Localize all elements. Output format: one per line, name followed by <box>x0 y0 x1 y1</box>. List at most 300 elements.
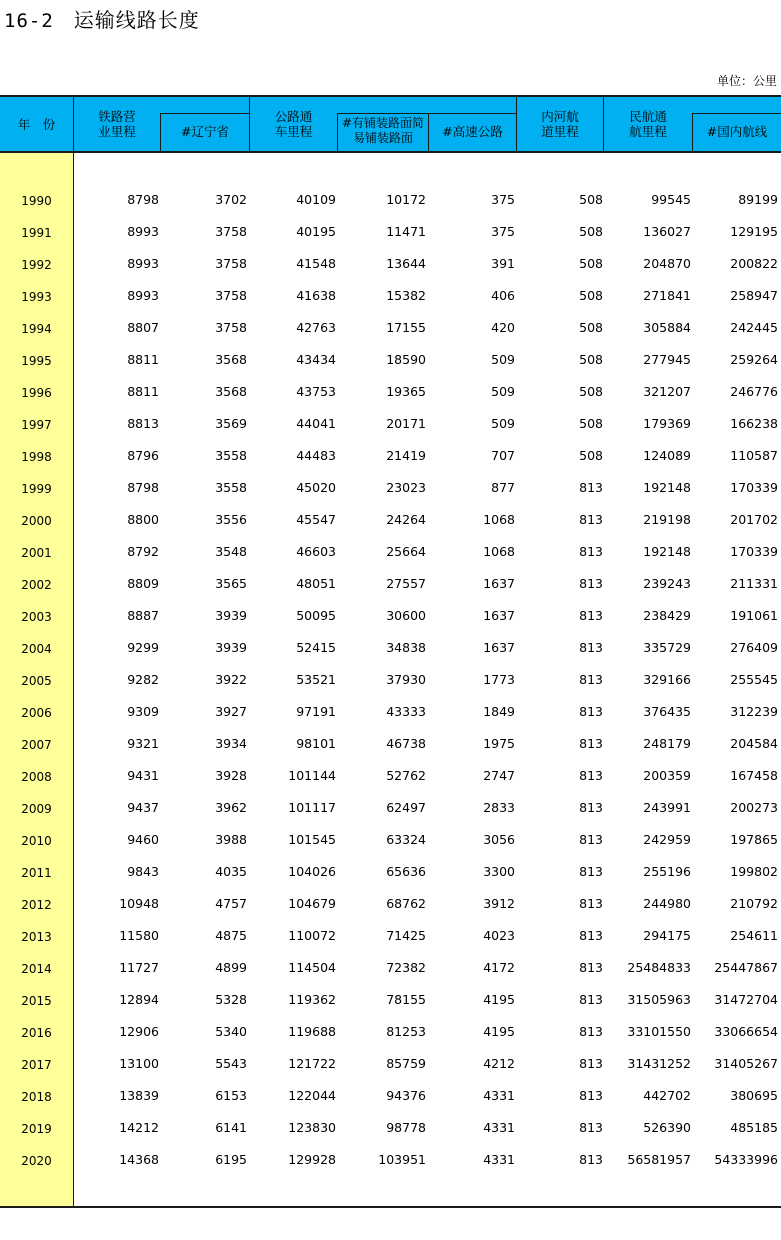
inland-water-cell: 813 <box>579 1056 603 1071</box>
rail-cell: 14368 <box>119 1152 159 1167</box>
table-row <box>0 1016 781 1048</box>
road-paved-cell: 21419 <box>386 448 426 463</box>
table-row <box>0 312 781 344</box>
rail-liaoning-cell: 3927 <box>215 704 247 719</box>
aviation-domestic-cell: 204584 <box>730 736 778 751</box>
civil-aviation-cell: 136027 <box>643 224 691 239</box>
rail-liaoning-cell: 3548 <box>215 544 247 559</box>
rail-liaoning-cell: 3558 <box>215 448 247 463</box>
year-cell: 2005 <box>21 674 52 688</box>
inland-water-cell: 813 <box>579 1120 603 1135</box>
aviation-domestic-cell: 242445 <box>730 320 778 335</box>
inland-water-cell: 813 <box>579 1088 603 1103</box>
table-row <box>0 824 781 856</box>
table-row <box>0 440 781 472</box>
road-cell: 43753 <box>296 384 336 399</box>
expressway-cell: 391 <box>491 256 515 271</box>
rail-liaoning-cell: 3934 <box>215 736 247 751</box>
year-cell: 2015 <box>21 994 52 1008</box>
road-cell: 42763 <box>296 320 336 335</box>
rail-cell: 9437 <box>127 800 159 815</box>
header-inland-water: 内河航 道里程 <box>541 109 579 139</box>
rail-liaoning-cell: 3962 <box>215 800 247 815</box>
aviation-domestic-cell: 129195 <box>730 224 778 239</box>
table-row <box>0 408 781 440</box>
road-paved-cell: 78155 <box>386 992 426 1007</box>
civil-aviation-cell: 31431252 <box>627 1056 691 1071</box>
road-paved-cell: 27557 <box>386 576 426 591</box>
rail-liaoning-cell: 3758 <box>215 320 247 335</box>
rail-cell: 8798 <box>127 192 159 207</box>
rail-cell: 8993 <box>127 288 159 303</box>
expressway-cell: 1068 <box>483 512 515 527</box>
road-cell: 121722 <box>288 1056 336 1071</box>
road-cell: 98101 <box>296 736 336 751</box>
expressway-cell: 3056 <box>483 832 515 847</box>
inland-water-cell: 813 <box>579 608 603 623</box>
road-paved-cell: 71425 <box>386 928 426 943</box>
rail-cell: 8813 <box>127 416 159 431</box>
header-year: 年 份 <box>17 117 56 132</box>
expressway-cell: 1637 <box>483 640 515 655</box>
road-paved-cell: 81253 <box>386 1024 426 1039</box>
civil-aviation-cell: 271841 <box>643 288 691 303</box>
table-row <box>0 568 781 600</box>
aviation-domestic-cell: 110587 <box>730 448 778 463</box>
table-row <box>0 184 781 216</box>
expressway-cell: 4195 <box>483 1024 515 1039</box>
road-cell: 123830 <box>288 1120 336 1135</box>
road-cell: 97191 <box>296 704 336 719</box>
civil-aviation-cell: 329166 <box>643 672 691 687</box>
road-cell: 122044 <box>288 1088 336 1103</box>
rail-cell: 8800 <box>127 512 159 527</box>
table-row <box>0 376 781 408</box>
aviation-domestic-cell: 89199 <box>738 192 778 207</box>
rail-liaoning-cell: 5328 <box>215 992 247 1007</box>
year-cell: 2017 <box>21 1058 52 1072</box>
rail-liaoning-cell: 3988 <box>215 832 247 847</box>
rail-liaoning-cell: 3556 <box>215 512 247 527</box>
table-row <box>0 920 781 952</box>
expressway-cell: 509 <box>491 384 515 399</box>
rail-cell: 8811 <box>127 384 159 399</box>
table-row <box>0 504 781 536</box>
inland-water-cell: 813 <box>579 928 603 943</box>
road-paved-cell: 34838 <box>386 640 426 655</box>
year-cell: 1999 <box>21 482 52 496</box>
road-paved-cell: 19365 <box>386 384 426 399</box>
inland-water-cell: 508 <box>579 224 603 239</box>
civil-aviation-cell: 376435 <box>643 704 691 719</box>
rail-cell: 8796 <box>127 448 159 463</box>
inland-water-cell: 813 <box>579 576 603 591</box>
year-cell: 2000 <box>21 514 52 528</box>
year-cell: 1997 <box>21 418 52 432</box>
rail-cell: 8807 <box>127 320 159 335</box>
inland-water-cell: 813 <box>579 544 603 559</box>
rail-cell: 13839 <box>119 1088 159 1103</box>
table-row <box>0 792 781 824</box>
rail-liaoning-cell: 3569 <box>215 416 247 431</box>
civil-aviation-cell: 255196 <box>643 864 691 879</box>
road-paved-cell: 43333 <box>386 704 426 719</box>
year-cell: 2020 <box>21 1154 52 1168</box>
expressway-cell: 4212 <box>483 1056 515 1071</box>
road-cell: 53521 <box>296 672 336 687</box>
header-subdivider <box>160 113 249 114</box>
rail-liaoning-cell: 6195 <box>215 1152 247 1167</box>
road-paved-cell: 65636 <box>386 864 426 879</box>
rail-cell: 9431 <box>127 768 159 783</box>
header-civil-aviation: 民航通 航里程 <box>629 109 667 139</box>
aviation-domestic-cell: 54333996 <box>714 1152 778 1167</box>
road-cell: 104679 <box>288 896 336 911</box>
civil-aviation-cell: 244980 <box>643 896 691 911</box>
road-paved-cell: 62497 <box>386 800 426 815</box>
rail-cell: 8887 <box>127 608 159 623</box>
inland-water-cell: 508 <box>579 288 603 303</box>
road-cell: 44483 <box>296 448 336 463</box>
civil-aviation-cell: 179369 <box>643 416 691 431</box>
expressway-cell: 1773 <box>483 672 515 687</box>
header-rail: 铁路营 业里程 <box>98 109 136 139</box>
table-row <box>0 696 781 728</box>
table-bottom-rule <box>0 1206 781 1208</box>
inland-water-cell: 813 <box>579 672 603 687</box>
table-row <box>0 216 781 248</box>
rail-liaoning-cell: 3758 <box>215 288 247 303</box>
year-cell: 1995 <box>21 354 52 368</box>
road-paved-cell: 24264 <box>386 512 426 527</box>
rail-liaoning-cell: 3758 <box>215 224 247 239</box>
expressway-cell: 375 <box>491 224 515 239</box>
road-cell: 45020 <box>296 480 336 495</box>
rail-cell: 11580 <box>119 928 159 943</box>
road-paved-cell: 25664 <box>386 544 426 559</box>
rail-liaoning-cell: 3928 <box>215 768 247 783</box>
rail-cell: 8811 <box>127 352 159 367</box>
aviation-domestic-cell: 211331 <box>730 576 778 591</box>
civil-aviation-cell: 239243 <box>643 576 691 591</box>
header-rail-liaoning: #辽宁省 <box>181 124 229 139</box>
expressway-cell: 509 <box>491 416 515 431</box>
table-row <box>0 344 781 376</box>
unit-label: 单位：公里 <box>716 74 777 88</box>
year-cell: 2003 <box>21 610 52 624</box>
road-cell: 119688 <box>288 1024 336 1039</box>
table-row <box>0 728 781 760</box>
rail-cell: 9843 <box>127 864 159 879</box>
inland-water-cell: 813 <box>579 896 603 911</box>
inland-water-cell: 508 <box>579 352 603 367</box>
table-title: 运输线路长度 <box>73 8 200 32</box>
expressway-cell: 1068 <box>483 544 515 559</box>
rail-cell: 9282 <box>127 672 159 687</box>
year-cell: 2008 <box>21 770 52 784</box>
year-cell: 1990 <box>21 194 52 208</box>
table-row <box>0 600 781 632</box>
year-cell: 2004 <box>21 642 52 656</box>
year-cell: 2001 <box>21 546 52 560</box>
year-cell: 1993 <box>21 290 52 304</box>
road-cell: 48051 <box>296 576 336 591</box>
expressway-cell: 4195 <box>483 992 515 1007</box>
rail-cell: 12894 <box>119 992 159 1007</box>
rail-cell: 14212 <box>119 1120 159 1135</box>
civil-aviation-cell: 442702 <box>643 1088 691 1103</box>
road-paved-cell: 18590 <box>386 352 426 367</box>
inland-water-cell: 813 <box>579 640 603 655</box>
expressway-cell: 3300 <box>483 864 515 879</box>
civil-aviation-cell: 238429 <box>643 608 691 623</box>
year-cell: 2002 <box>21 578 52 592</box>
civil-aviation-cell: 192148 <box>643 544 691 559</box>
inland-water-cell: 508 <box>579 320 603 335</box>
year-cell: 2009 <box>21 802 52 816</box>
aviation-domestic-cell: 254611 <box>730 928 778 943</box>
civil-aviation-cell: 242959 <box>643 832 691 847</box>
aviation-domestic-cell: 191061 <box>730 608 778 623</box>
inland-water-cell: 813 <box>579 512 603 527</box>
inland-water-cell: 813 <box>579 480 603 495</box>
civil-aviation-cell: 204870 <box>643 256 691 271</box>
aviation-domestic-cell: 33066654 <box>714 1024 778 1039</box>
rail-liaoning-cell: 6141 <box>215 1120 247 1135</box>
expressway-cell: 877 <box>491 480 515 495</box>
aviation-domestic-cell: 276409 <box>730 640 778 655</box>
rail-liaoning-cell: 3939 <box>215 608 247 623</box>
expressway-cell: 4331 <box>483 1088 515 1103</box>
table-row <box>0 248 781 280</box>
expressway-cell: 2747 <box>483 768 515 783</box>
header-bottom-rule <box>0 151 781 153</box>
civil-aviation-cell: 219198 <box>643 512 691 527</box>
civil-aviation-cell: 200359 <box>643 768 691 783</box>
aviation-domestic-cell: 167458 <box>730 768 778 783</box>
civil-aviation-cell: 25484833 <box>627 960 691 975</box>
aviation-domestic-cell: 197865 <box>730 832 778 847</box>
rail-liaoning-cell: 3565 <box>215 576 247 591</box>
road-cell: 119362 <box>288 992 336 1007</box>
aviation-domestic-cell: 170339 <box>730 544 778 559</box>
road-paved-cell: 15382 <box>386 288 426 303</box>
aviation-domestic-cell: 258947 <box>730 288 778 303</box>
expressway-cell: 4172 <box>483 960 515 975</box>
road-paved-cell: 37930 <box>386 672 426 687</box>
year-cell: 2011 <box>21 866 52 880</box>
aviation-domestic-cell: 200822 <box>730 256 778 271</box>
inland-water-cell: 508 <box>579 416 603 431</box>
year-cell: 2019 <box>21 1122 52 1136</box>
aviation-domestic-cell: 25447867 <box>714 960 778 975</box>
road-cell: 101545 <box>288 832 336 847</box>
inland-water-cell: 813 <box>579 800 603 815</box>
expressway-cell: 4331 <box>483 1120 515 1135</box>
road-cell: 46603 <box>296 544 336 559</box>
inland-water-cell: 813 <box>579 736 603 751</box>
civil-aviation-cell: 277945 <box>643 352 691 367</box>
civil-aviation-cell: 248179 <box>643 736 691 751</box>
road-paved-cell: 10172 <box>386 192 426 207</box>
road-cell: 41548 <box>296 256 336 271</box>
expressway-cell: 3912 <box>483 896 515 911</box>
civil-aviation-cell: 321207 <box>643 384 691 399</box>
table-row <box>0 280 781 312</box>
inland-water-cell: 813 <box>579 992 603 1007</box>
year-cell: 1994 <box>21 322 52 336</box>
rail-cell: 12906 <box>119 1024 159 1039</box>
header-subdivider <box>692 113 781 114</box>
year-cell: 2013 <box>21 930 52 944</box>
aviation-domestic-cell: 210792 <box>730 896 778 911</box>
expressway-cell: 4331 <box>483 1152 515 1167</box>
header-road: 公路通 车里程 <box>274 109 313 139</box>
road-cell: 50095 <box>296 608 336 623</box>
expressway-cell: 1637 <box>483 576 515 591</box>
road-paved-cell: 98778 <box>386 1120 426 1135</box>
table-row <box>0 760 781 792</box>
road-cell: 45547 <box>296 512 336 527</box>
table-row <box>0 1080 781 1112</box>
inland-water-cell: 508 <box>579 192 603 207</box>
road-cell: 40195 <box>296 224 336 239</box>
rail-cell: 8993 <box>127 256 159 271</box>
table-number: 16-2 <box>4 10 54 32</box>
expressway-cell: 1637 <box>483 608 515 623</box>
civil-aviation-cell: 31505963 <box>627 992 691 1007</box>
aviation-domestic-cell: 380695 <box>730 1088 778 1103</box>
table-row <box>0 1112 781 1144</box>
inland-water-cell: 813 <box>579 864 603 879</box>
road-paved-cell: 46738 <box>386 736 426 751</box>
table-row <box>0 632 781 664</box>
rail-liaoning-cell: 3568 <box>215 352 247 367</box>
inland-water-cell: 813 <box>579 768 603 783</box>
civil-aviation-cell: 124089 <box>643 448 691 463</box>
road-paved-cell: 85759 <box>386 1056 426 1071</box>
year-cell: 2018 <box>21 1090 52 1104</box>
year-cell: 2012 <box>21 898 52 912</box>
aviation-domestic-cell: 312239 <box>730 704 778 719</box>
civil-aviation-cell: 294175 <box>643 928 691 943</box>
road-paved-cell: 11471 <box>386 224 426 239</box>
rail-liaoning-cell: 4035 <box>215 864 247 879</box>
road-cell: 101117 <box>288 800 336 815</box>
year-cell: 1991 <box>21 226 52 240</box>
aviation-domestic-cell: 199802 <box>730 864 778 879</box>
rail-cell: 13100 <box>119 1056 159 1071</box>
expressway-cell: 4023 <box>483 928 515 943</box>
road-paved-cell: 17155 <box>386 320 426 335</box>
rail-cell: 9321 <box>127 736 159 751</box>
aviation-domestic-cell: 246776 <box>730 384 778 399</box>
table-row <box>0 1144 781 1176</box>
aviation-domestic-cell: 31472704 <box>714 992 778 1007</box>
road-cell: 40109 <box>296 192 336 207</box>
road-cell: 101144 <box>288 768 336 783</box>
rail-liaoning-cell: 3922 <box>215 672 247 687</box>
table-row <box>0 1048 781 1080</box>
rail-liaoning-cell: 5543 <box>215 1056 247 1071</box>
civil-aviation-cell: 243991 <box>643 800 691 815</box>
year-cell: 2007 <box>21 738 52 752</box>
year-cell: 2016 <box>21 1026 52 1040</box>
civil-aviation-cell: 192148 <box>643 480 691 495</box>
rail-liaoning-cell: 4757 <box>215 896 247 911</box>
header-aviation-domestic: #国内航线 <box>706 124 768 139</box>
road-paved-cell: 103951 <box>378 1152 426 1167</box>
road-cell: 110072 <box>288 928 336 943</box>
road-paved-cell: 63324 <box>386 832 426 847</box>
aviation-domestic-cell: 485185 <box>730 1120 778 1135</box>
table-row <box>0 984 781 1016</box>
road-paved-cell: 94376 <box>386 1088 426 1103</box>
road-cell: 41638 <box>296 288 336 303</box>
inland-water-cell: 813 <box>579 1152 603 1167</box>
header-road-paved: #有铺装路面简 易铺装路面 <box>341 116 425 145</box>
header-expressway: #高速公路 <box>442 124 503 139</box>
civil-aviation-cell: 335729 <box>643 640 691 655</box>
expressway-cell: 375 <box>491 192 515 207</box>
rail-cell: 11727 <box>119 960 159 975</box>
aviation-domestic-cell: 166238 <box>730 416 778 431</box>
year-cell: 1992 <box>21 258 52 272</box>
inland-water-cell: 813 <box>579 704 603 719</box>
rail-cell: 8993 <box>127 224 159 239</box>
table-row <box>0 888 781 920</box>
rail-cell: 9299 <box>127 640 159 655</box>
rail-cell: 8792 <box>127 544 159 559</box>
inland-water-cell: 813 <box>579 832 603 847</box>
table-row <box>0 664 781 696</box>
aviation-domestic-cell: 259264 <box>730 352 778 367</box>
rail-cell: 10948 <box>119 896 159 911</box>
road-paved-cell: 20171 <box>386 416 426 431</box>
road-paved-cell: 68762 <box>386 896 426 911</box>
civil-aviation-cell: 99545 <box>651 192 691 207</box>
inland-water-cell: 508 <box>579 256 603 271</box>
inland-water-cell: 813 <box>579 1024 603 1039</box>
civil-aviation-cell: 33101550 <box>627 1024 691 1039</box>
aviation-domestic-cell: 200273 <box>730 800 778 815</box>
road-paved-cell: 23023 <box>386 480 426 495</box>
rail-cell: 8809 <box>127 576 159 591</box>
inland-water-cell: 508 <box>579 448 603 463</box>
rail-liaoning-cell: 3568 <box>215 384 247 399</box>
road-paved-cell: 13644 <box>386 256 426 271</box>
year-cell: 2010 <box>21 834 52 848</box>
rail-liaoning-cell: 4875 <box>215 928 247 943</box>
rail-liaoning-cell: 5340 <box>215 1024 247 1039</box>
table-row <box>0 952 781 984</box>
civil-aviation-cell: 56581957 <box>627 1152 691 1167</box>
table-row <box>0 856 781 888</box>
road-paved-cell: 30600 <box>386 608 426 623</box>
rail-cell: 9309 <box>127 704 159 719</box>
expressway-cell: 406 <box>491 288 515 303</box>
rail-liaoning-cell: 4899 <box>215 960 247 975</box>
year-cell: 2006 <box>21 706 52 720</box>
road-cell: 104026 <box>288 864 336 879</box>
rail-liaoning-cell: 6153 <box>215 1088 247 1103</box>
rail-liaoning-cell: 3558 <box>215 480 247 495</box>
road-cell: 114504 <box>288 960 336 975</box>
year-cell: 1996 <box>21 386 52 400</box>
table-row <box>0 536 781 568</box>
road-paved-cell: 52762 <box>386 768 426 783</box>
expressway-cell: 2833 <box>483 800 515 815</box>
